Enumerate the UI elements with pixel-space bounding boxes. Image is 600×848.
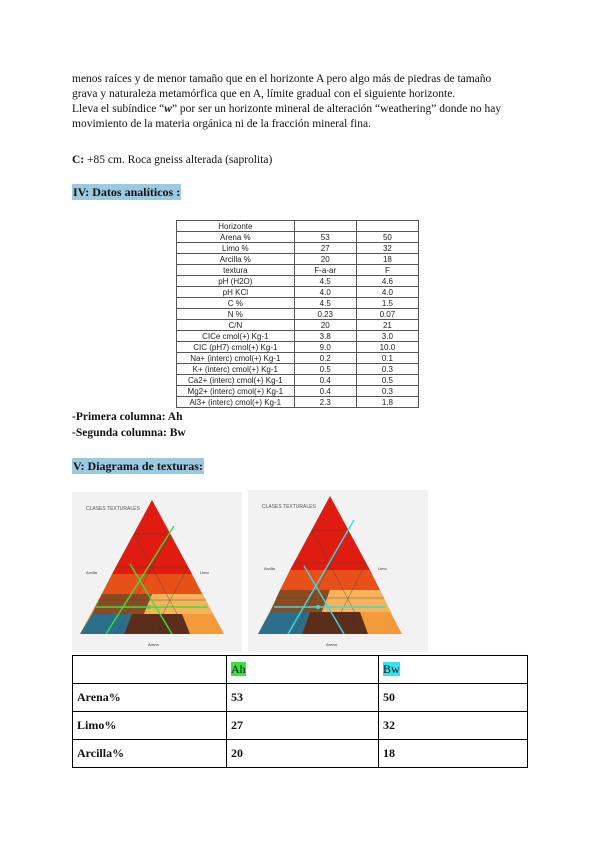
analytic-row-ah: 20 (294, 320, 356, 331)
analytic-row (177, 320, 419, 331)
analytic-row-bw: 1.8 (356, 397, 418, 408)
analytic-row-ah: 20 (294, 254, 356, 265)
analytic-row-label: pH KCl (177, 287, 295, 298)
analytic-row-bw: 0.07 (356, 309, 418, 320)
analytic-row-ah: 4.5 (294, 298, 356, 309)
summary-row-ah: 27 (227, 712, 379, 740)
horizon-c-text: +85 cm. Roca gneiss alterada (saprolita) (84, 154, 273, 166)
analytic-row-label: Na+ (interc) cmol(+) Kg-1 (177, 353, 295, 364)
analytic-row-label: Ca2+ (interc) cmol(+) Kg-1 (177, 375, 295, 386)
analytic-row (177, 232, 419, 243)
intro-line-3a: Lleva el subíndice “ (72, 103, 165, 115)
analytic-row (177, 298, 419, 309)
analytic-row-ah: 2.3 (294, 397, 356, 408)
horizon-c-line (72, 153, 532, 168)
analytic-row-bw: 0.5 (356, 375, 418, 386)
section-iv-heading (72, 185, 181, 200)
analytic-row-bw: 21 (356, 320, 418, 331)
analytic-row-bw: 0.3 (356, 386, 418, 397)
triangle-title-right: CLASES TEXTURALES (262, 504, 316, 510)
analytic-row-bw: F (356, 265, 418, 276)
analytic-row-bw: 0.3 (356, 364, 418, 375)
analytic-row-label: textura (177, 265, 295, 276)
texture-triangle-ah-svg (72, 492, 242, 652)
analytic-row (177, 254, 419, 265)
analytic-row-ah: 0.4 (294, 386, 356, 397)
analytic-row-label: Arcilla % (177, 254, 295, 265)
zone-franco-left (92, 594, 152, 614)
axis-arcilla-left: Arcilla (86, 570, 97, 575)
zone-franco-arcilloso-right (280, 570, 380, 590)
analytic-row-bw: 50 (356, 232, 418, 243)
summary-row-ah: 53 (227, 684, 379, 712)
analytic-row (177, 397, 419, 408)
horizon-c-label: C: (72, 154, 85, 166)
intro-line-4: movimiento de la materia orgánica ni de la fracción mineral fina. (72, 118, 371, 130)
zone-franco-arenoso-left (124, 614, 190, 634)
axis-arcilla-right: Arcilla (264, 566, 275, 571)
analytic-row-label: N % (177, 309, 295, 320)
intro-line-3b: ” por ser un horizonte mineral de alteración “weathering” donde no hay (171, 103, 502, 115)
analytic-row-bw: 3.0 (356, 331, 418, 342)
analytic-row-label: Mg2+ (interc) cmol(+) Kg-1 (177, 386, 295, 397)
column-note-first: -Primera columna: Ah (72, 411, 183, 423)
analytic-row (177, 386, 419, 397)
analytic-row-ah: 9.0 (294, 342, 356, 353)
summary-table (72, 655, 528, 768)
analytic-row-label: CIC (pH7) cmol(+) Kg-1 (177, 342, 295, 353)
analytic-row-bw: 1.5 (356, 298, 418, 309)
analytic-row (177, 375, 419, 386)
analytic-row-ah: 0.5 (294, 364, 356, 375)
section-v-heading (72, 459, 204, 474)
section-iv-title: IV: Datos analíticos : (73, 185, 181, 199)
axis-limo-right: Limo (378, 566, 387, 571)
zone-franco-right (270, 590, 330, 612)
analytic-row-ah: F-a-ar (294, 265, 356, 276)
analytic-row-ah: 27 (294, 243, 356, 254)
summary-row-label: Limo% (73, 712, 227, 740)
zone-franco-limoso-right (322, 590, 391, 612)
analytic-row-bw: 32 (356, 243, 418, 254)
analytic-row (177, 353, 419, 364)
subindex-w: w (164, 103, 172, 115)
texture-triangle-bw (248, 490, 428, 652)
summary-row (73, 684, 528, 712)
analytic-row-label: C % (177, 298, 295, 309)
texture-triangle-ah (72, 492, 242, 652)
zone-arena-right (258, 612, 310, 634)
summary-row-bw: 32 (379, 712, 528, 740)
zone-franco-arcilloso-left (102, 574, 202, 594)
texture-triangle-bw-svg (248, 490, 428, 652)
analytic-row (177, 364, 419, 375)
analytic-row (177, 342, 419, 353)
analytic-row-label: C/N (177, 320, 295, 331)
analytic-row-bw: 0.1 (356, 353, 418, 364)
analytic-table (176, 220, 419, 408)
analytic-row-ah: 4.0 (294, 287, 356, 298)
intro-line-2: grava y naturaleza metamórfica que en A, límite gradual con el siguiente horizonte. (72, 88, 456, 100)
column-note-second: -Segunda columna: Bw (72, 427, 186, 439)
summary-row (73, 712, 528, 740)
analytic-row-label: pH (H2O) (177, 276, 295, 287)
triangle-title-left: CLASES TEXTURALES (86, 506, 140, 512)
summary-row-bw: 18 (379, 740, 528, 768)
summary-row-bw: 50 (379, 684, 528, 712)
analytic-row (177, 243, 419, 254)
analytic-row (177, 309, 419, 320)
analytic-row-ah: 53 (294, 232, 356, 243)
summary-row-label: Arcilla% (73, 740, 227, 768)
analytic-row-label: Limo % (177, 243, 295, 254)
summary-header-ah: Ah (231, 662, 246, 676)
analytic-row-ah: 0.2 (294, 353, 356, 364)
summary-row-ah: 20 (227, 740, 379, 768)
summary-header-bw: Bw (383, 662, 400, 676)
analytic-row-bw: 10.0 (356, 342, 418, 353)
bw-point (316, 605, 320, 609)
summary-header-row (73, 656, 528, 684)
analytic-row (177, 276, 419, 287)
analytic-row-ah: 0.23 (294, 309, 356, 320)
analytic-row-label: Arena % (177, 232, 295, 243)
zone-arena-left (80, 614, 132, 634)
analytic-row-label: Al3+ (interc) cmol(+) Kg-1 (177, 397, 295, 408)
section-v-title: V: Diagrama de texturas: (73, 459, 203, 473)
zone-franco-arenoso-right (302, 612, 368, 634)
analytic-row (177, 265, 419, 276)
analytic-row-bw: 18 (356, 254, 418, 265)
analytic-row-ah: 3.8 (294, 331, 356, 342)
intro-line-1: menos raíces y de menor tamaño que en el horizonte A pero algo más de piedras de tamaño (72, 73, 492, 85)
analytic-row (177, 331, 419, 342)
analytic-row-ah: 0.4 (294, 375, 356, 386)
analytic-row (177, 287, 419, 298)
axis-limo-left: Limo (200, 570, 209, 575)
axis-arena-right: Arena (326, 642, 337, 647)
analytic-row-label: CICe cmol(+) Kg-1 (177, 331, 295, 342)
summary-row (73, 740, 528, 768)
analytic-row-ah: 4.5 (294, 276, 356, 287)
analytic-header-row (177, 221, 419, 232)
analytic-row-bw: 4.6 (356, 276, 418, 287)
intro-line-3 (72, 102, 532, 117)
analytic-header: Horizonte (177, 221, 295, 232)
axis-arena-left: Arena (148, 642, 159, 647)
summary-row-label: Arena% (73, 684, 227, 712)
analytic-row-bw: 4.0 (356, 287, 418, 298)
analytic-row-label: K+ (interc) cmol(+) Kg-1 (177, 364, 295, 375)
ah-point (147, 605, 151, 609)
